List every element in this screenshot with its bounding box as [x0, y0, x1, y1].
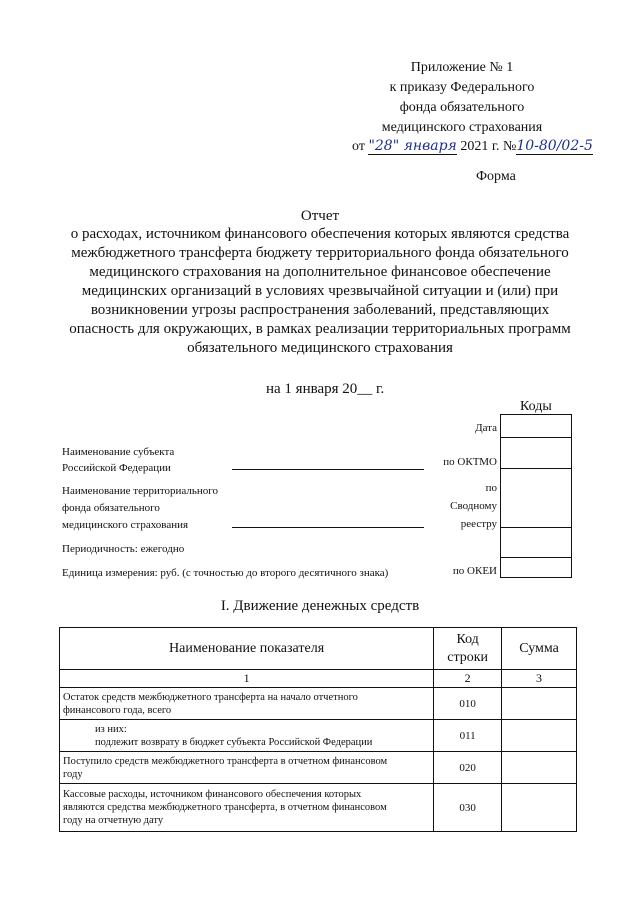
column-number: 2 — [434, 670, 502, 688]
indicator-line: году — [63, 768, 83, 780]
number-prefix: № — [502, 139, 517, 154]
svod-code-label — [420, 479, 497, 533]
indicator-line: являются средства межбюджетного трансферта, в отчетном финансовом — [63, 802, 387, 813]
report-line: опасность для окружающих, в рамках реализации территориальных программ — [69, 321, 571, 337]
indicator-line: Поступило средств межбюджетного трансферта в отчетном финансовом — [63, 755, 388, 767]
oktmo-code-box[interactable] — [500, 436, 572, 469]
date-prefix: от — [352, 139, 365, 154]
date-code-box[interactable] — [500, 414, 572, 438]
indicator-name-cell — [60, 752, 434, 784]
subject-name-label — [62, 444, 232, 476]
sum-cell[interactable] — [502, 720, 577, 752]
table-header-row — [60, 628, 577, 670]
indicator-line: из них: — [95, 723, 127, 735]
indicator-name-cell — [60, 720, 434, 752]
indicator-line: Кассовые расходы, источником финансового обеспечения которых — [63, 789, 362, 800]
header-code-line: строки — [447, 649, 489, 665]
row-code-cell: 011 — [434, 720, 502, 752]
header-code-line: Код — [456, 631, 479, 647]
report-description — [40, 225, 600, 358]
row-code-cell: 010 — [434, 688, 502, 720]
appendix-fund-line: фонда обязательного — [399, 100, 525, 115]
column-number: 3 — [502, 670, 577, 688]
fund-label-line: Наименование территориального — [62, 485, 219, 497]
indicator-line: году на отчетную дату — [63, 815, 164, 826]
order-year: 2021 г. — [460, 139, 500, 154]
svod-label-line: реестру — [460, 518, 497, 530]
appendix-number: Приложение № 1 — [410, 60, 514, 75]
periodicity-label: Периодичность: ежегодно — [62, 543, 185, 555]
header-sum: Сумма — [502, 628, 577, 670]
oktmo-code-label: по ОКТМО — [443, 456, 497, 468]
cash-flow-table — [59, 627, 577, 832]
codes-header: Коды — [520, 399, 552, 414]
fund-label-line: фонда обязательного — [62, 502, 160, 514]
row-code-cell: 030 — [434, 784, 502, 832]
okei-code-label: по ОКЕИ — [452, 565, 497, 577]
fund-name-label — [62, 483, 237, 534]
table-row — [60, 688, 577, 720]
indicator-name-cell — [60, 688, 434, 720]
report-line: медицинского страхования на дополнительное финансовое обеспечение — [89, 264, 551, 280]
appendix-order-line: к приказу Федерального — [389, 80, 535, 95]
indicator-line: Остаток средств межбюджетного трансферта на начало отчетного — [63, 691, 358, 703]
svod-label-line: по — [485, 482, 497, 494]
periodicity-code-box[interactable] — [500, 527, 572, 558]
report-line: о расходах, источником финансового обеспечения которых являются средства — [70, 226, 570, 242]
appendix-insurance-line: медицинского страхования — [381, 120, 543, 135]
report-line: межбюджетного трансферта бюджету территориального фонда обязательного — [71, 245, 569, 261]
section-title: I. Движение денежных средств — [220, 598, 420, 614]
report-line: обязательного медицинского страхования — [187, 340, 453, 356]
date-code-label: Дата — [475, 422, 497, 434]
table-row — [60, 752, 577, 784]
appendix-block — [352, 58, 572, 138]
report-date-line: на 1 января 20__ г. — [266, 381, 385, 397]
sum-cell[interactable] — [502, 784, 577, 832]
unit-label: Единица измерения: руб. (с точностью до второго десятичного знака) — [62, 567, 389, 579]
sum-cell[interactable] — [502, 752, 577, 784]
report-title: Отчет — [300, 208, 340, 224]
indicator-name-cell — [60, 784, 434, 832]
subject-label-line: Наименование субъекта — [62, 446, 175, 458]
header-indicator-name: Наименование показателя — [60, 628, 434, 670]
appendix-date-line — [352, 138, 622, 155]
indicator-line: подлежит возврату в бюджет субъекта Российской Федерации — [95, 736, 373, 748]
subject-label-line: Российской Федерации — [62, 462, 171, 474]
svod-label-line: Сводному — [450, 500, 497, 512]
column-number: 1 — [60, 670, 434, 688]
header-row-code — [434, 628, 502, 670]
table-row — [60, 720, 577, 752]
handwritten-order-number: 10-80/02-5 — [516, 138, 593, 154]
handwritten-date: "28" января — [368, 138, 457, 154]
sum-cell[interactable] — [502, 688, 577, 720]
column-number-row — [60, 670, 577, 688]
svod-code-box[interactable] — [500, 468, 572, 528]
form-label: Форма — [476, 169, 516, 184]
subject-name-field[interactable] — [232, 469, 424, 470]
okei-code-box[interactable] — [500, 557, 572, 578]
indicator-line: финансового года, всего — [63, 704, 172, 716]
table-row — [60, 784, 577, 832]
report-line: возникновении угрозы распространения заболеваний, представляющих — [90, 302, 550, 318]
report-line: медицинских организаций в условиях чрезвычайной ситуации и (или) при — [81, 283, 559, 299]
fund-name-field[interactable] — [232, 527, 424, 528]
fund-label-line: медицинского страхования — [62, 519, 189, 531]
row-code-cell: 020 — [434, 752, 502, 784]
